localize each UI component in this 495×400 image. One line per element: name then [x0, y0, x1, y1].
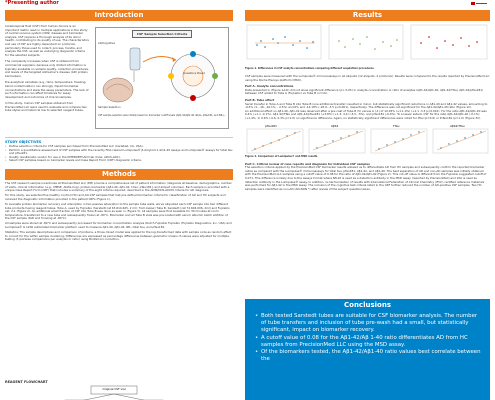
figure-2-charts — [245, 124, 490, 154]
poster-header — [0, 0, 495, 7]
objective-item: • Qualify results/ratio vendor for use in the INTERCEPT-AD trial (Cole; ADCS-ADC). — [5, 154, 121, 159]
brain-shape — [103, 78, 133, 102]
methods-body — [5, 180, 233, 242]
figure-2 — [245, 124, 490, 162]
presenting-author-note: *Presenting author — [5, 0, 59, 6]
introduction-body — [5, 21, 233, 135]
reagent-flowchart — [5, 380, 233, 400]
methods-title: Methods — [5, 169, 233, 180]
methods-paragraph-1: The CSF research sample inventories at PrecisionMed LLC (PM) provide a comprehensive list of patient information (diagnosis at baseline, demographics, number of visits, clinical information (e.g., MMSE, ADAS-Cog), protein biomarker [Aβ1-40, Aβ1-42, t-tau, pTau181], and aliquot volumes). Each sample is provided with a unique Case Report Form (CRF) that includes a summary of the eight criteria required, described in the ADNI/CDS-ADCM criteria for AD diagnosis. — [5, 180, 232, 193]
figure-1 — [245, 23, 490, 73]
csf-vial-shape — [130, 48, 140, 70]
part-b-text-2: An additional effect on Aβ1-40, Aβ1-42 was observed after a pre-coat of Tube B (5) versus A (-1) of 10.93% (+1.1-0%) (+1.1 -3.5 p<0.001). For the ratio Aβ1-42/Aβ1-40 was 0.4% (+1.1 -0.1%), Aβ1-42/TTau and Aβ1-42/pTau181 (+3.8%) (+1.3, 4.4) (-5.5, -5%), and pTau181 (-6.9%). To a lesser extent, CSF for the ratio Aβ1-42/Aβ1-40 (-0.1%) (+1.4%; 1) 0.6% (-0.6, 0.3% p=1.0) no significance difference. Again, no statistically significant differences were noted for tTau (p=0.6) or P-Tau181 (p=1.0) (Figure 3C). — [245, 108, 487, 120]
methods-paragraph-4: All samples were stored at -80°C and subsequently processed for biomarker concentration analysis (Dutch Fujirebio Fujirebio (Fujirebio Diagnostics, Inc. USA) and Lumipulse® G 1200 automated biomarker platform used to measure Aβ1-40, Aβ1-42, NfL, total tau, and pTau181. — [5, 221, 232, 229]
flowchart-node-original: Original CSF vial — [102, 387, 126, 391]
part-c-title: Part C. Critical review of case reports and diagnosis for individual CSF samples — [245, 161, 370, 166]
fig2-label-1: pTau181 — [265, 123, 277, 128]
flow-caption: CSF sample selection was initially based on biomarker cutoff levels (Aβ1-42/Aβ1-40 ratios, pTau181, and NfL)... — [98, 114, 226, 117]
methods-paragraph-5: Statistics: The sample descriptives and comparison of proteins, a three-mixed model was applied to the log-transformed data with sample code as random effect to correct for the within sample clustering. Differences are expressed as percentage differences between geometric means. P-values were adjusted for multiple testing (3 pairwise comparisons per analyte) or ratio) using Bonferroni correction. — [5, 230, 232, 242]
objective-item: • Define selection criteria for CSF samples purchased from PrecisionMed LLC (Carlsbad, CA, USA). — [5, 144, 144, 148]
part-a-title: Part A. Analyte concentrations — [245, 84, 294, 89]
figure-2-caption: Figure 2. Comparison of Lumipulse® and MSD results — [245, 154, 318, 158]
fig1-panel-c — [411, 25, 487, 59]
figure-1-charts — [245, 23, 490, 63]
conclusions-list — [245, 311, 490, 363]
part-c-text: The selection criteria applied by the PrecisionMed CSF biomarker results allowed us to differentiate AD from HC samples and subsequently confirm the reported biomarker ratios as compared with the Lumipulse® immunoassays for total tau, pTau181, Aβ1-42, and Aβ1-40. The best separation of AD and non-AD samples was initially obtained with the PrecisionMed LLC samples using a cutoff value of 0.08 for the ratio of Aβ1-42/Aβ1-40 (Figure 2). This cut-off value is different from the Fujirebio suggested cutoff of 0.071. This difference is likely due to the assays format where NfL10 is used as a detection antibody in the MSD assay (reported by PrecisionMed) and 10A is used as detection antibody in the Lumipulse® assay. In addition, re-harmonization of results with International Federation of Clinical Chemistry (IFCC) certified reference materials was performed for Aβ1-42 in the MSD assay. The inclusion of the cognitive test criteria listed in the CRF further reduced the number of AD-positive CSF samples. Two HC samples were identified as non-AD (AD-NON *) after review of the subject questionnaires. — [245, 165, 487, 191]
intro-paragraph-2: The complexity increases when CSF is obtained from commercial suppliers, because only limited information is typically available on sample quality, collection procedures, and levels of the targeted Alzheimer's disease (AD) protein biomarkers. — [5, 59, 89, 78]
conclusion-item: • A cutoff value of 0.08 for the Aβ1-42/Aβ 1-40 ratio differentiates AD from HC samples from PrecisionMed LLC using the MSD assay. — [255, 335, 482, 349]
fig2-label-2: Aβ42 — [331, 123, 339, 128]
flow-left-label: AD/Cognitive — [98, 42, 115, 45]
objective-item: • Select CSF samples based on biomarker levels and Case Report Form (CRF) diagnostic criteria. — [5, 158, 142, 163]
csf-selection-figure — [95, 27, 229, 129]
intro-paragraph-1: Cerebrospinal fluid (CSF) from human donors is an important matrix used in multiple applications in the study of central nervous system (CNS) disease and biomarker analysis. CSF requires a thorough analysis of its donor health, contributing to its quality of use. The characteristics and use of CSF are highly dependent on protocols, particularly those used to collect, process, handle, and analyze the CSF, as well as underlying diagnostic criteria for the selected subjects. — [5, 24, 89, 57]
conclusion-item: • Both tested Sarstedt tubes are suitable for CSF biomarker analysis. The number of tube transfers and inclusion of tube pre-wash had a small, but statistically significant, impact on biomarker recovery. — [255, 313, 482, 335]
right-column — [245, 10, 490, 191]
fig2-panel-3 — [371, 129, 427, 153]
flowchart-title: REAGENT FLOWCHART — [5, 380, 48, 384]
results-note: CSF samples were measured with the Lumipulse® immunoassays in all aliquots (12 aliquots, 4 protocols). Results were compared to the results reported by PrecisionMed LLC using the Roche Elecsys platform (MSD). — [245, 74, 490, 82]
left-column — [5, 10, 233, 391]
fig2-label-4: Aβ42/TTau — [450, 123, 465, 128]
introduction-title: Introduction — [5, 10, 233, 21]
objective-item: • Perform a quantitative assessment of CSF samples with the recently FDA-cleared Lumipulse® β-Amyloid 1-42/1-40 assays and Lumipulse® assays for total tau and pTau181. — [5, 147, 233, 156]
flow-sub-left: Sample Selection — [98, 106, 121, 109]
part-a — [245, 85, 490, 96]
part-b-title: Part B. Tube effect — [245, 97, 275, 102]
conclusions-box — [245, 299, 490, 400]
flow-right-label: Questions Posed — [183, 72, 205, 75]
intro-paragraph-4: In this study, human CSF samples obtained from PrecisionMed LLC were used to evaluate and compare two tube styles and historical low to selected reagent tubes. — [5, 101, 87, 113]
fig1-panel-b — [329, 25, 403, 59]
methods-paragraph-3: To evaluate protein biomarker recovery and adsorption in two passive adsorption to the sample tube walls, we've aliquoted each CSF sample into two different tube products having reagent tubes. Tube A, used by Fujirebio (Sarstedt cat 63.614.625, 2 ml); from below) Tube B, Sarstedt (cat 72.694.006, 2ml) and Fujirebio cat. 2-1 (Figure 2). An additional small fraction of CSF into Tube B was done as seen in (Figure 3). All samples were first available for 30 minutes at room temperature, transferred to a new tube and subsequently frozen at -80°C. Biomarker and all Tube B vials was pre-coated with serum albumin batch addition of the CSF sample (tAD and froozing at -80°C). — [5, 201, 230, 221]
objectives-title: STUDY OBJECTIVES — [5, 140, 42, 144]
study-objectives — [5, 137, 233, 163]
flow-diagram — [98, 38, 228, 114]
conclusion-item: • Of the biomarkers tested, the Aβ1-42/Aβ1-40 ratio values best correlate between the — [255, 349, 482, 363]
flow-figure-title: CSF Sample Selection Criteria — [132, 30, 192, 38]
objectives-list — [5, 145, 233, 163]
part-a-text: Data presented in (Figure 1A-D) did not show significant difference (p> 0.05) in analyte concentration or ratio of analytes (Aβ1-42/Aβ1-40, Aβ1-42/TTau, Aβ1-42/pTau181) between CSF added to Tube A (Fujirebio) vs Tube B (n=10). — [245, 87, 484, 96]
institution-logo — [469, 1, 489, 6]
methods-paragraph-2: For this study, we selected five healthy control (HC) and AD-CSF samples that met pre-defined biomarker criteria for classification of AD and HC subjects and received the diagnostic information provided in the patient CRFs (Figure 1). — [5, 193, 226, 201]
fig2-panel-2 — [309, 129, 365, 153]
fig2-panel-1 — [247, 129, 303, 153]
fig2-panel-4 — [433, 129, 488, 153]
part-c — [245, 163, 490, 192]
conclusions-title: Conclusions — [344, 301, 391, 309]
intro-paragraph-3: Pre-analytical variables (e.g., time, temperature, freezing, blood contamination) can strongly impact biomarker concentrations and skew the assay parameters. The lack of such information can affect timelines for assay development and outcomes of clinical samples. — [5, 80, 89, 99]
part-b — [245, 99, 490, 121]
fig2-label-3: TTau — [393, 123, 400, 128]
figure-1-caption: Figure 1. Differences in CSF analyte concentrations comparing different acquisition procedures — [245, 67, 374, 70]
part-b-text: Serial transfer in Tube A and Tube B into Tube B (one additional transfer) resulted in minor, but statistically significant reductions in Aβ1-40 and Aβ1-42 values, amounting to -9.5% (±, -16, -10.1%, - 2.5%) and 6% and -14.18% (-18.9, -3.5 p<0.001), respectively. The difference was not significant for the Aβ1-42/Aβ1-40 ratio (Figure 1C). — [245, 101, 488, 110]
results-title: Results — [245, 10, 490, 21]
fig1-panel-a — [247, 25, 321, 59]
